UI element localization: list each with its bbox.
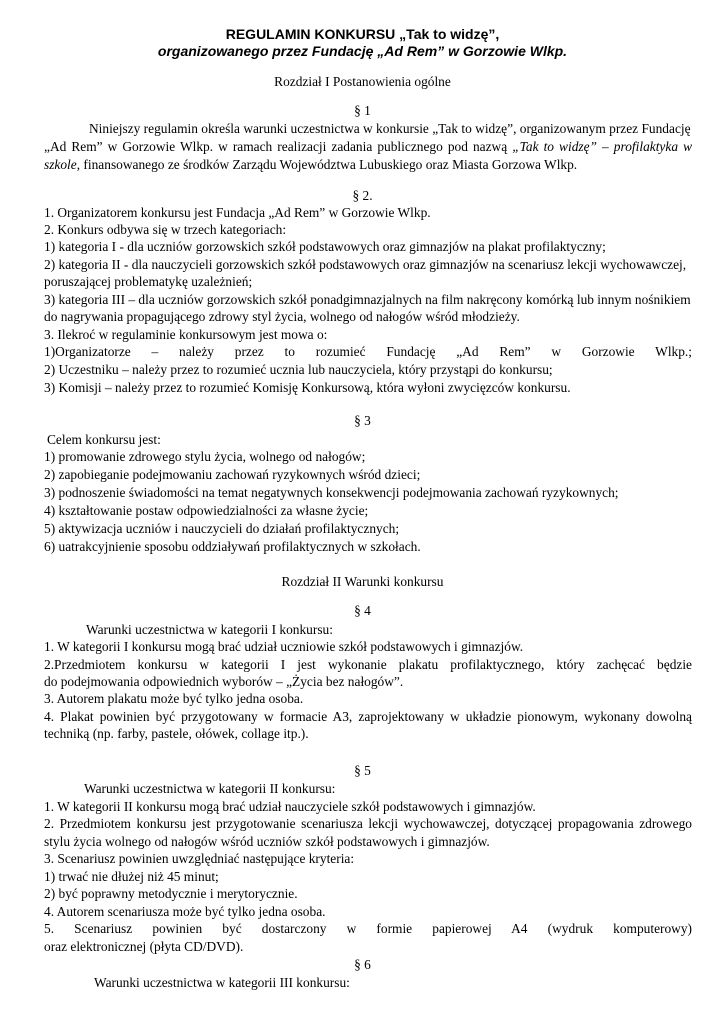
s1-line-2-text: „Ad Rem” w Gorzowie Wlkp. w ramach realizacji zadania publicznego pod nazwą [44, 139, 513, 154]
s3-line-6: 5) aktywizacja uczniów i nauczycieli do działań profilaktycznych; [44, 521, 400, 536]
s5-line-10: oraz elektronicznej (płyta CD/DVD). [44, 939, 244, 954]
s2-line-1: 1. Organizatorem konkursu jest Fundacja „Ad Rem” w Gorzowie Wlkp. [44, 205, 431, 220]
s2-line-11: 3) Komisji – należy przez to rozumieć Komisję Konkursową, która wyłoni zwycięzców konkursu. [44, 380, 571, 395]
s5-line-6: 1) trwać nie dłużej niż 45 minut; [44, 869, 219, 884]
s4-line-1: Warunki uczestnictwa w kategorii I konkursu: [86, 622, 333, 637]
s1-line-3 [44, 156, 692, 173]
s5-line-3: 2. Przedmiotem konkursu jest przygotowanie scenariusza lekcji wychowawczej, dotyczącej propagowania zdrowego [44, 816, 692, 831]
s4-line-4: do podejmowania odpowiednich wyborów – „Życia bez nałogów”. [44, 674, 404, 689]
s5-line-1: Warunki uczestnictwa w kategorii II konkursu: [84, 781, 336, 796]
section-1-mark: § 1 [354, 103, 371, 118]
s1-line-3-italic: szkole [44, 157, 77, 172]
chapter-2-heading: Rozdział II Warunki konkursu [281, 574, 444, 589]
s2-line-10: 2) Uczestniku – należy przez to rozumieć ucznia lub nauczyciela, który przystąpi do konkursu; [44, 362, 553, 377]
s3-line-3: 2) zapobieganie podejmowaniu zachowań ryzykownych wśród dzieci; [44, 467, 421, 482]
document-subtitle: organizowanego przez Fundację „Ad Rem” w Gorzowie Wlkp. [157, 43, 568, 59]
s1-line-2 [44, 138, 692, 155]
s4-line-5: 3. Autorem plakatu może być tylko jedna osoba. [44, 691, 304, 706]
s2-line-5: poruszającej problematykę uzależnień; [44, 274, 253, 289]
s2-line-9: 1)Organizatorze – należy przez to rozumieć Fundację „Ad Rem” w Gorzowie Wlkp.; [44, 344, 692, 359]
s3-line-1: Celem konkursu jest: [47, 432, 161, 447]
section-5-mark: § 5 [354, 763, 371, 778]
section-2-mark: § 2. [352, 188, 373, 203]
chapter-1-heading: Rozdział I Postanowienia ogólne [274, 74, 451, 89]
s5-line-4: stylu życia wolnego od nałogów wśród uczniów szkół podstawowych i gimnazjów. [44, 834, 490, 849]
s2-line-7: do nagrywania propagującego zdrowy styl życia, wolnego od nałogów wśród młodzieży. [44, 309, 520, 324]
s1-line-3-text: , finansowanego ze środków Zarządu Województwa Lubuskiego oraz Miasta Gorzowa Wlkp. [76, 157, 578, 172]
s2-line-2: 2. Konkurs odbywa się w trzech kategoriach: [44, 222, 287, 237]
s1-line-2-italic: „Tak to widzę” – profilaktyka w [512, 139, 692, 154]
s4-line-6: 4. Plakat powinien być przygotowany w formacie A3, zaprojektowany w układzie pionowym, wykonany dowolną [44, 709, 692, 724]
section-6-mark: § 6 [354, 957, 371, 972]
s2-line-6: 3) kategoria III – dla uczniów gorzowskich szkół ponadgimnazjalnych na film nakręcony komórką lub innym nośnikiem [44, 292, 691, 307]
s5-line-7: 2) być poprawny metodycznie i merytorycznie. [44, 886, 298, 901]
s1-line-1: Niniejszy regulamin określa warunki uczestnictwa w konkursie „Tak to widzę”, organizowanym przez Fundację [89, 121, 691, 136]
section-3-mark: § 3 [354, 413, 371, 428]
s2-line-3: 1) kategoria I - dla uczniów gorzowskich szkół podstawowych oraz gimnazjów na plakat profilaktyczny; [44, 239, 606, 254]
s3-line-2: 1) promowanie zdrowego stylu życia, wolnego od nałogów; [44, 449, 366, 464]
s4-line-2: 1. W kategorii I konkursu mogą brać udział uczniowie szkół podstawowych i gimnazjów. [44, 639, 524, 654]
s5-line-8: 4. Autorem scenariusza może być tylko jedna osoba. [44, 904, 326, 919]
s5-line-9: 5. Scenariusz powinien być dostarczony w formie papierowej A4 (wydruk komputerowy) [44, 921, 692, 936]
s4-line-3: 2.Przedmiotem konkursu w kategorii I jest wykonanie plakatu profilaktycznego, który zachęcać będzie [44, 657, 692, 672]
s2-line-4: 2) kategoria II - dla nauczycieli gorzowskich szkół podstawowych oraz gimnazjów na scenariusz lekcji wychowawczej, [44, 257, 687, 272]
s3-line-4: 3) podnoszenie świadomości na temat negatywnych konsekwencji podejmowania zachowań ryzykownych; [44, 485, 619, 500]
s2-line-8: 3. Ilekroć w regulaminie konkursowym jest mowa o: [44, 327, 328, 342]
s5-line-5: 3. Scenariusz powinien uwzględniać następujące kryteria: [44, 851, 355, 866]
document-title: REGULAMIN KONKURSU „Tak to widzę”, [225, 26, 500, 42]
section-4-mark: § 4 [354, 603, 371, 618]
s6-line-1: Warunki uczestnictwa w kategorii III konkursu: [94, 975, 350, 990]
s4-line-7: techniką (np. farby, pastele, ołówek, collage itp.). [44, 726, 309, 741]
s3-line-5: 4) kształtowanie postaw odpowiedzialności za własne życie; [44, 503, 369, 518]
s5-line-2: 1. W kategorii II konkursu mogą brać udział nauczyciele szkół podstawowych i gimnazjów. [44, 799, 536, 814]
s3-line-7: 6) uatrakcyjnienie sposobu oddziaływań profilaktycznych w szkołach. [44, 539, 421, 554]
